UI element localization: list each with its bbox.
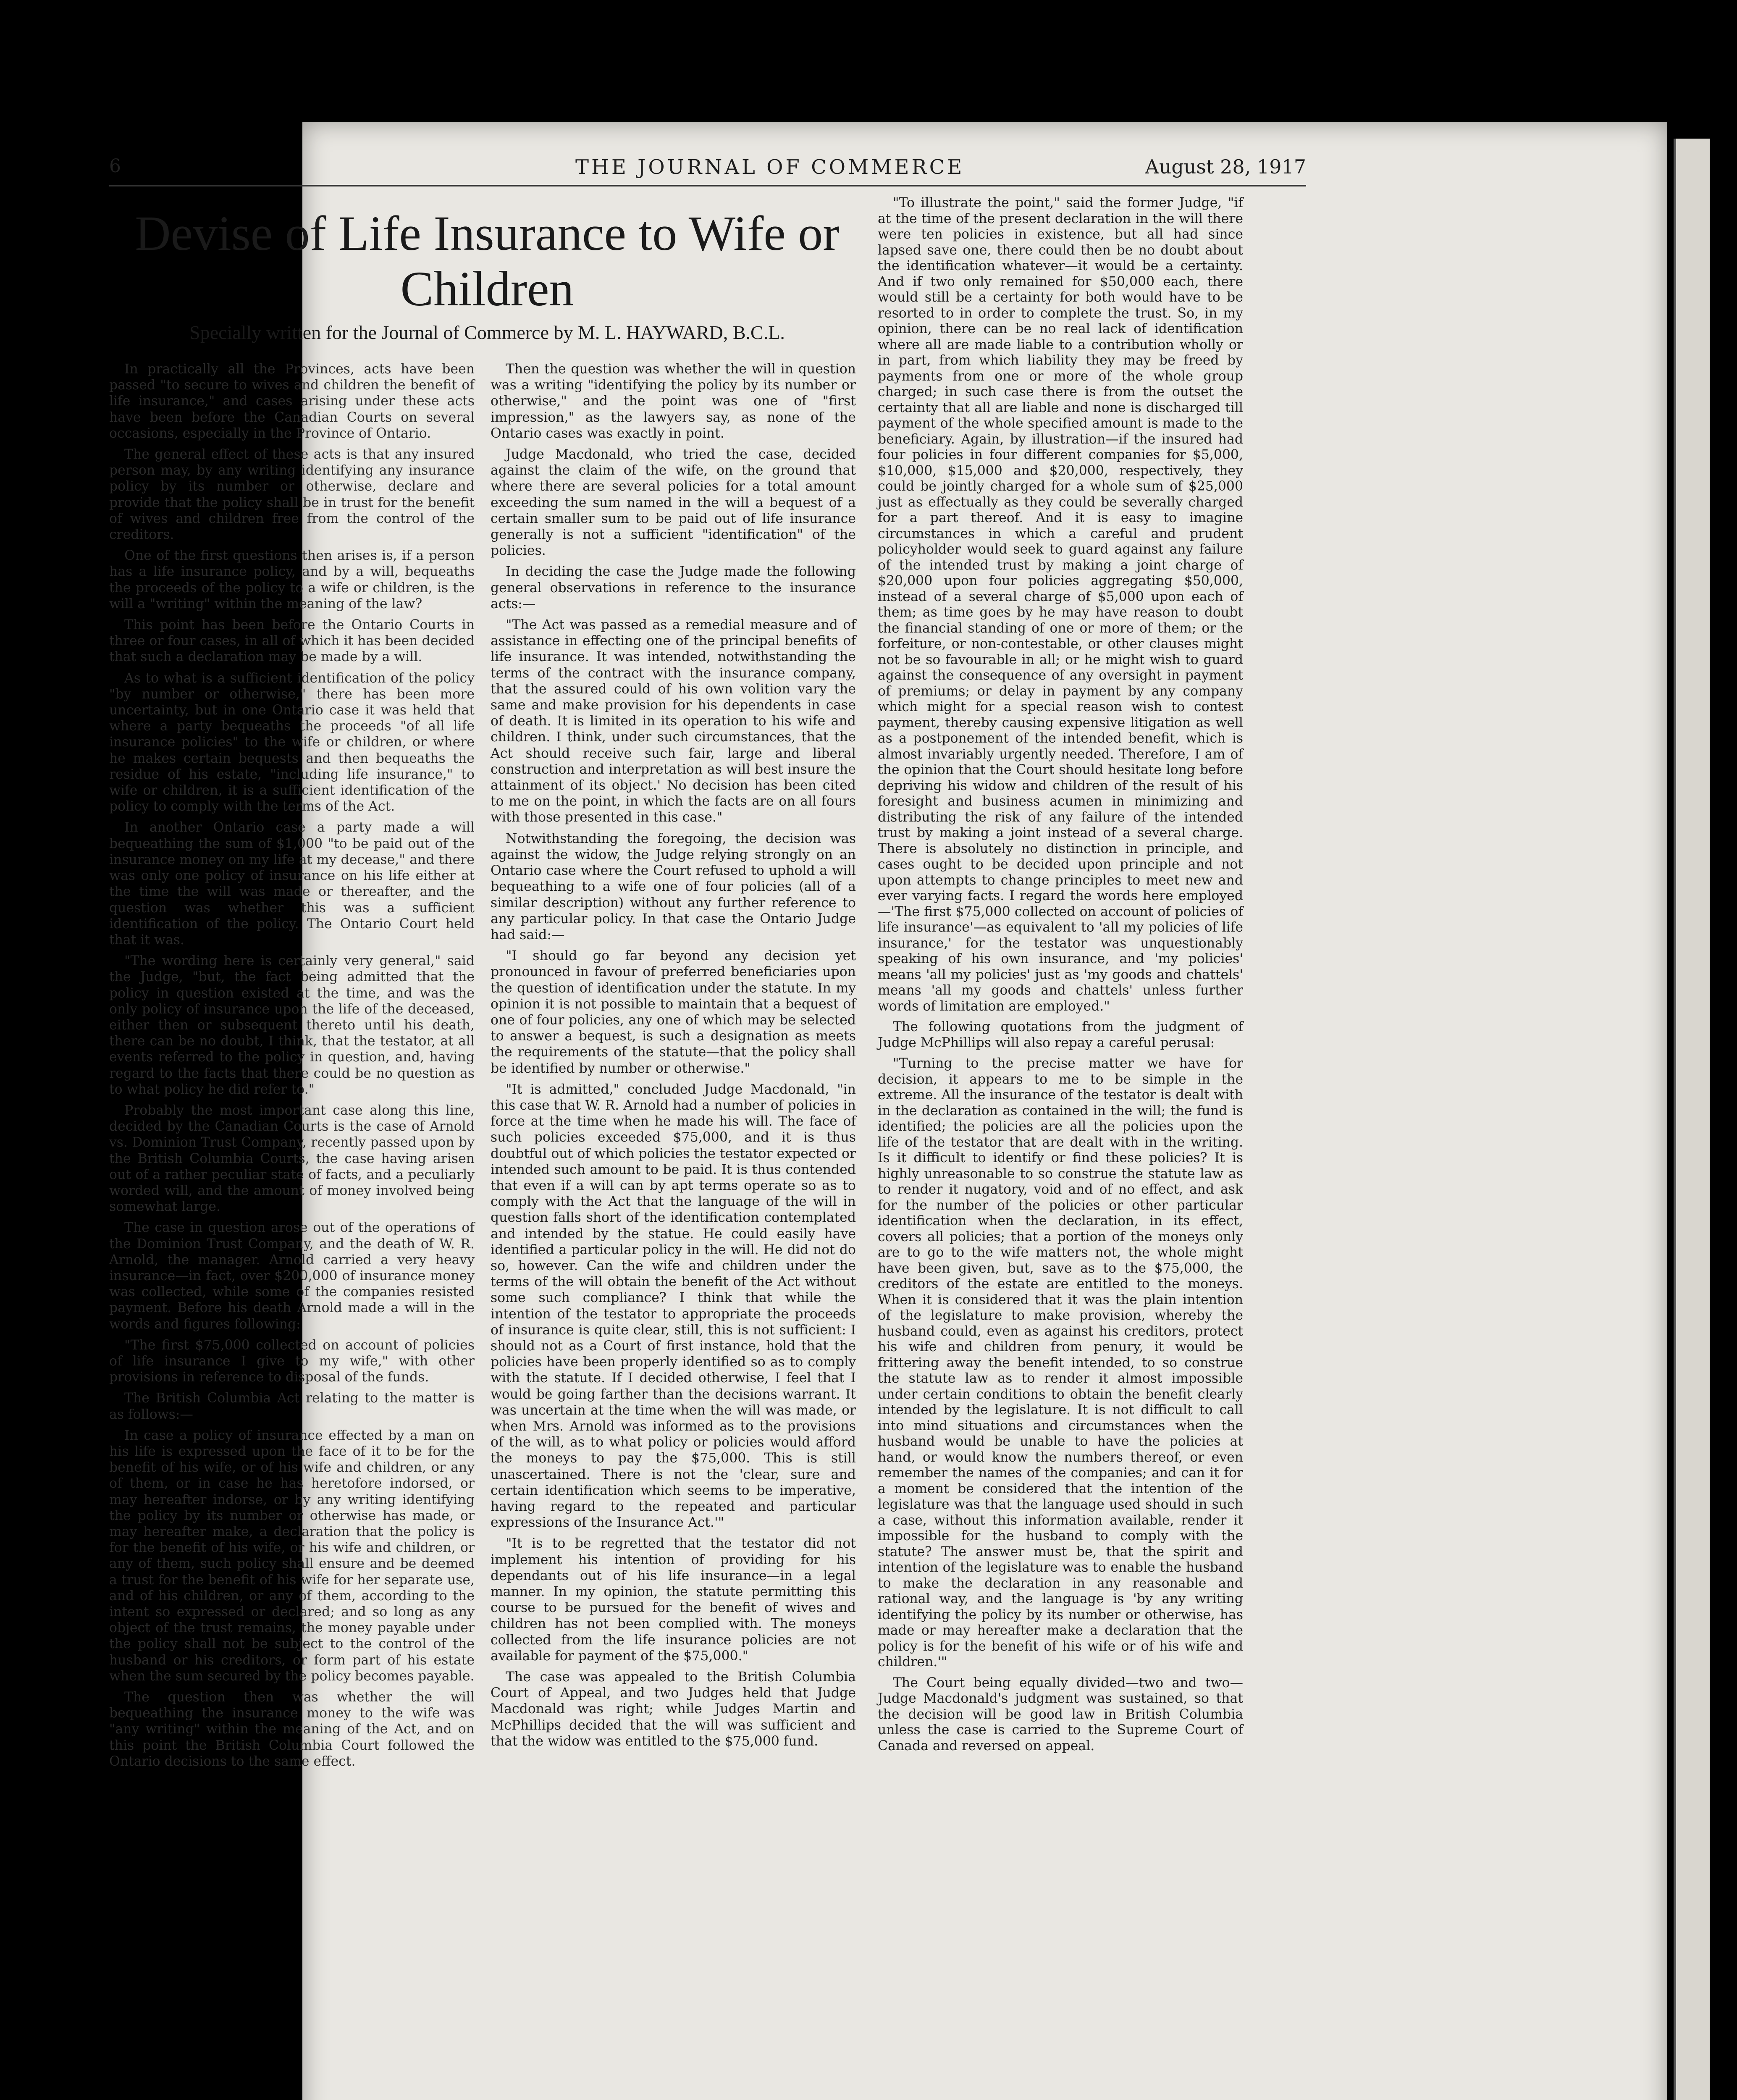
paragraph: Then the question was whether the will in question was a writing "identifying the policy by its number or otherwise," and the point was one of "first impression," as the lawyers say, as none of the Ontario cases was exactly in point.	[491, 362, 856, 441]
issue-date: August 28, 1917	[1145, 155, 1306, 178]
article-column-2	[491, 361, 856, 1754]
paragraph: Probably the most important case along this line, decided by the Canadian Courts is the case of Arnold vs. Dominion Trust Company, recently passed upon by the British Columbia Courts, the case having arisen out of a rather peculiar state of facts, and a peculiarly worded will, and the amount of money involved being somewhat large.	[109, 1102, 475, 1215]
article-headline: Devise of Life Insurance to Wife or Children	[135, 206, 840, 316]
masthead-rule	[109, 185, 1306, 186]
paragraph: "The wording here is certainly very general," said the Judge, "but, the fact being admitted that the policy in question existed at the time, and was the only policy of insurance upon the life of the deceased, either then or subsequent thereto until his death, there can be no doubt, I think, that the testator, at all events referred to the policy in question, and, having regard to the facts that there could be no question as to what policy he did refer to."	[109, 953, 475, 1097]
paragraph: The case in question arose out of the operations of the Dominion Trust Company, and the death of W. R. Arnold, the manager. Arnold carried a very heavy insurance—in fact, over $200,000 of insurance money was collected, while some of the companies resisted payment. Before his death Arnold made a will in the words and figures following:	[109, 1220, 475, 1332]
publication-title: THE JOURNAL OF COMMERCE	[575, 155, 965, 179]
paragraph: "The first $75,000 collected on account of policies of life insurance I give to my wife," with other provisions in reference to disposal of the funds.	[109, 1337, 475, 1385]
paragraph: "It is to be regretted that the testator did not implement his intention of providing for his dependants out of his life insurance—in a legal manner. In my opinion, the statute permitting this course to be pursued for the benefit of wives and children has not been complied with. The moneys collected from the life insurance policies are not available for payment of the $75,000."	[491, 1536, 856, 1664]
paragraph: The following quotations from the judgment of Judge McPhillips will also repay a careful perusal:	[878, 1019, 1243, 1050]
adjacent-page-edge	[1674, 139, 1710, 2100]
paragraph: "To illustrate the point," said the former Judge, "if at the time of the present declaration in the will there were ten policies in existence, but all had since lapsed save one, there could then be no doubt about the identification whatever—it would be a certainty. And if two only remained for $50,000 each, there would still be a certainty for both would have to be resorted to in order to complete the trust. So, in my opinion, there can be no real lack of identification where all are made liable to a contribution wholly or in part, from which liability they may be freed by payments from one or more of the whole group charged; in such case there is from the outset the certainty that all are liable and none is discharged till payment of the whole specified amount is made to the beneficiary. Again, by illustration—if the insured had four policies in four different companies for $5,000, $10,000, $15,000 and $20,000, respectively, they could be jointly charged for a whole sum of $25,000 just as effectually as they could be severally charged for a part thereof. And it is easy to imagine circumstances in which a careful and prudent policyholder would seek to guard against any failure of the intended trust by making a joint charge of $20,000 upon four policies aggregating $50,000, instead of a several charge of $5,000 upon each of them; as time goes by he may have reason to doubt the financial standing of one or more of them; or the forfeiture, or non-contestable, or other clauses might not be so favourable in all; or he might wish to guard against the consequence of any oversight in payment of premiums; or delay in payment by any company which might for a special reason wish to contest payment, thereby causing expensive litigation as well as a postponement of the intended benefit, which is almost invariably urgently needed. Therefore, I am of the opinion that the Court should hesitate long before depriving his widow and children of the result of his foresight and business acumen in minimizing and distributing the risk of any failure of the intended trust by making a joint instead of a several charge. There is absolutely no distinction in principle, and cases ought to be decided upon principle and not upon attempts to change principles to meet new and ever varying facts. I regard the words here employed—'The first $75,000 collected on account of policies of life insurance'—as equivalent to 'all my policies of life insurance,' for the testator was unquestionably speaking of his own insurance, and 'my policies' means 'all my policies' just as 'my goods and chattels' means 'all my goods and chattels' unless further words of limitation are employed."	[878, 195, 1243, 1014]
article-column-3	[878, 195, 1243, 1759]
article-column-1	[109, 361, 475, 1774]
paragraph: In case a policy of insurance effected by a man on his life is expressed upon the face of it to be for the benefit of his wife, or of his wife and children, or any of them, or in case he has heretofore indorsed, or may hereafter indorse, or by any writing identifying the policy by its number or otherwise has made, or may hereafter make, a declaration that the policy is for the benefit of his wife, or his wife and children, or any of them, such policy shall ensure and be deemed a trust for the benefit of his wife for her separate use, and of his children, or any of them, according to the intent so expressed or declared; and so long as any object of the trust remains, the money payable under the policy shall not be subject to the control of the husband or his creditors, or form part of his estate when the sum secured by the policy becomes payable.	[109, 1428, 475, 1684]
paragraph: In practically all the Provinces, acts have been passed "to secure to wives and children the benefit of life insurance," and cases arising under these acts have been before the Canadian Courts on several occasions, especially in the Province of Ontario.	[109, 362, 475, 441]
paragraph: The Court being equally divided—two and two—Judge Macdonald's judgment was sustained, so that the decision will be good law in British Columbia unless the case is carried to the Supreme Court of Canada and reversed on appeal.	[878, 1675, 1243, 1754]
paragraph: Judge Macdonald, who tried the case, decided against the claim of the wife, on the ground that where there are several policies for a total amount exceeding the sum named in the will a bequest of a certain smaller sum to be paid out of life insurance generally is not a sufficient "identification" of the policies.	[491, 447, 856, 559]
paragraph: "The Act was passed as a remedial measure and of assistance in effecting one of the principal benefits of life insurance. It was intended, notwithstanding the terms of the contract with the insurance company, that the assured could of his own volition vary the same and make provision for his dependents in case of death. It is limited in its operation to his wife and children. I think, under such circumstances, that the Act should receive such fair, large and liberal construction and interpretation as will best insure the attainment of its object.' No decision has been cited to me on the point, in which the facts are on all fours with those presented in this case."	[491, 617, 856, 825]
paragraph: As to what is a sufficient identification of the policy "by number or otherwise," there has been more uncertainty, but in one Ontario case it was held that where a party bequeaths the proceeds "of all life insurance policies" to the wife or children, or where he makes certain bequests and then bequeaths the residue of his estate, "including life insurance," to wife or children, it is a sufficient identification of the policy to comply with the terms of the Act.	[109, 670, 475, 814]
paragraph: "I should go far beyond any decision yet pronounced in favour of preferred beneficiaries upon the question of identification under the statute. In my opinion it is not possible to maintain that a bequest of one of four policies, any one of which may be selected to answer a bequest, is such a designation as meets the requirements of the statute—that the policy shall be identified by number or otherwise."	[491, 948, 856, 1076]
paragraph: In another Ontario case a party made a will bequeathing the sum of $1,000 "to be paid out of the insurance money on my life at my decease," and there was only one policy of insurance on his life either at the time the will was made or thereafter, and the question was whether this was a sufficient identification of the policy. The Ontario Court held that it was.	[109, 820, 475, 948]
page-number: 6	[109, 155, 121, 177]
paragraph: The question then was whether the will bequeathing the insurance money to the wife was "any writing" within the meaning of the Act, and on this point the British Columbia Court followed the Ontario decisions to the same effect.	[109, 1690, 475, 1769]
paragraph: The case was appealed to the British Columbia Court of Appeal, and two Judges held that Judge Macdonald was right; while Judges Martin and McPhillips decided that the will was sufficient and that the widow was entitled to the $75,000 fund.	[491, 1670, 856, 1749]
paragraph: The British Columbia Act relating to the matter is as follows:—	[109, 1391, 475, 1422]
paragraph: The general effect of these acts is that any insured person may, by any writing identifying any insurance policy by its number or otherwise, declare and provide that the policy shall be in trust for the benefit of wives and children free from the control of the creditors.	[109, 447, 475, 543]
paragraph: "It is admitted," concluded Judge Macdonald, "in this case that W. R. Arnold had a number of policies in force at the time when he made his will. The face of such policies exceeded $75,000, and it is thus doubtful out of which policies the testator expected or intended such amount to be paid. It is thus contended that even if a will can by apt terms operate so as to comply with the Act that the language of the will in question falls short of the identification contemplated and intended by the statue. He could easily have identified a particular policy in the will. He did not do so, however. Can the wife and children under the terms of the will obtain the benefit of the Act without some such compliance? I think that while the intention of the testator to appropriate the proceeds of insurance is quite clear, still, this is not sufficient: I should not as a Court of first instance, hold that the policies have been properly identified so as to comply with the statute. If I decided otherwise, I feel that I would be going farther than the decisions warrant. It was uncertain at the time when the will was made, or when Mrs. Arnold was informed as to the provisions of the will, as to what policy or policies would afford the moneys to pay the $75,000. This is still unascertained. There is not the 'clear, sure and certain identification which seems to be imperative, having regard to the repeated and particular expressions of the Insurance Act.'"	[491, 1082, 856, 1530]
article-byline: Specially written for the Journal of Commerce by M. L. HAYWARD, B.C.L.	[189, 322, 785, 343]
masthead	[109, 155, 1306, 181]
paragraph: One of the first questions then arises is, if a person has a life insurance policy, and by a will, bequeaths the proceeds of the policy to a wife or children, is the will a "writing" within the meaning of the law?	[109, 548, 475, 612]
paragraph: Notwithstanding the foregoing, the decision was against the widow, the Judge relying strongly on an Ontario case where the Court refused to uphold a will bequeathing to a wife one of four policies (all of a similar description) without any further reference to any particular policy. In that case the Ontario Judge had said:—	[491, 831, 856, 942]
paragraph: In deciding the case the Judge made the following general observations in reference to the insurance acts:—	[491, 564, 856, 612]
paragraph: "Turning to the precise matter we have for decision, it appears to me to be simple in the extreme. All the insurance of the testator is dealt with in the declaration as contained in the will; the fund is identified; the policies are all the policies upon the life of the testator that are dealt with in the writing. Is it difficult to identify or find these policies? It is highly unreasonable to so construe the statute law as to render it nugatory, void and of no effect, and ask for the number of the policies or other particular identification when the declaration, in its effect, covers all policies; that a portion of the moneys only are to go to the wife matters not, the whole might have been given, but, save as to the $75,000, the creditors of the estate are entitled to the moneys. When it is considered that it was the plain intention of the legislature to make provision, whereby the husband could, even as against his creditors, protect his wife and children from penury, it would be frittering away the benefit intended, to so construe the statute law as to render it almost impossible under certain conditions to obtain the benefit clearly intended by the legislature. It is not difficult to call into mind situations and circumstances when the husband would be unable to have the policies at hand, or would know the numbers thereof, or even remember the names of the companies; and can it for a moment be considered that the intention of the legislature was that the language used should in such a case, without this information available, render it impossible for the husband to comply with the statute? The answer must be, that the spirit and intention of the legislature was to enable the husband to make the declaration in any reasonable and rational way, and the language is 'by any writing identifying the policy by its number or otherwise, has made or may hereafter make a declaration that the policy is for the benefit of his wife or of his wife and children.'"	[878, 1056, 1243, 1670]
paragraph: This point has been before the Ontario Courts in three or four cases, in all of which it has been decided that such a declaration may be made by a will.	[109, 617, 475, 665]
